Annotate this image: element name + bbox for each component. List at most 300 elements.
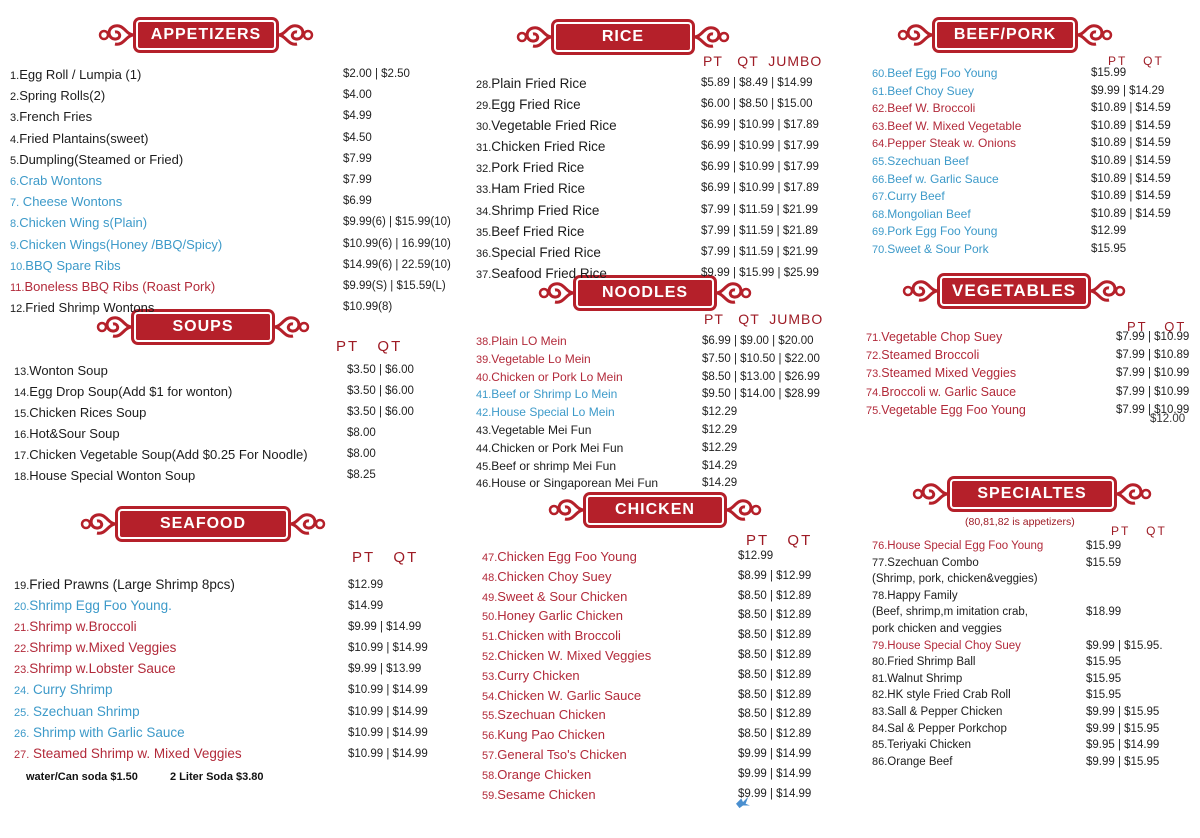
vegetables-list	[866, 329, 1190, 420]
specialties-subtitle: (80,81,82 is appetizers)	[965, 516, 1075, 528]
menu-item	[872, 671, 1192, 688]
item-number: 18.	[14, 471, 30, 484]
bird-logo-icon	[734, 795, 752, 809]
item-name: Shrimp Egg Foo Young.	[29, 598, 172, 614]
item-number: 42.	[476, 407, 492, 420]
item-number: 14.	[14, 387, 30, 400]
appetizers-title: APPETIZERS	[136, 20, 276, 50]
item-price: $10.89 | $14.59	[1091, 154, 1171, 167]
item-name: Shrimp Fried Rice	[491, 202, 600, 218]
item-price: $10.99 | $14.99	[348, 642, 428, 655]
item-name: House Special Lo Mein	[491, 405, 615, 420]
beefpork-banner	[897, 18, 1113, 52]
item-name: French Fries	[19, 109, 93, 125]
item-price: $9.99 | $14.99	[348, 621, 422, 634]
item-name: Beef w. Garlic Sauce	[887, 171, 999, 186]
item-name: Beef or shrimp Mei Fun	[491, 458, 617, 473]
item-name: Boneless BBQ Ribs (Roast Pork)	[24, 279, 216, 295]
item-name: House or Singaporean Mei Fun	[491, 476, 659, 491]
soups-size-header: PT QT	[336, 338, 403, 355]
item-name: Teriyaki Chicken	[887, 739, 972, 752]
item-price: $8.50 | $13.00 | $26.99	[702, 370, 820, 383]
item-number: 17.	[14, 450, 30, 463]
item-price: $8.25	[347, 469, 376, 482]
item-number: 69.	[872, 226, 888, 239]
item-name: House Special Choy Suey	[887, 639, 1021, 652]
item-number: 51.	[482, 631, 498, 644]
item-number: 52.	[482, 650, 498, 663]
item-price: $12.29	[702, 423, 738, 436]
item-name: Chicken W. Mixed Veggies	[497, 647, 652, 663]
menu-item	[10, 213, 451, 234]
two-liter-soda-price: 2 Liter Soda $3.80	[170, 771, 264, 783]
item-price: $9.99 | $15.95.	[1086, 639, 1163, 652]
item-name: Szechuan Combo	[887, 556, 979, 569]
rice-title: RICE	[554, 22, 692, 52]
item-price: $6.99 | $10.99 | $17.89	[701, 119, 819, 132]
menu-item	[482, 746, 812, 766]
item-number: 57.	[482, 749, 498, 762]
item-number: 77.	[872, 556, 888, 569]
chicken-title: CHICKEN	[586, 495, 724, 525]
menu-item	[866, 329, 1190, 347]
item-number: 26.	[14, 727, 30, 740]
cloud-scroll-icon	[98, 20, 136, 50]
item-number: 11.	[10, 282, 25, 295]
menu-item	[10, 298, 410, 319]
item-name: Kung Pao Chicken	[497, 727, 605, 743]
chicken-size-header: PT QT	[746, 532, 813, 549]
menu-item	[476, 222, 819, 243]
item-number: 80.	[872, 656, 888, 669]
item-number: 45.	[476, 460, 492, 473]
item-price: $9.99 | $14.99	[738, 767, 812, 780]
cloud-scroll-icon	[724, 495, 762, 525]
cloud-scroll-icon	[288, 509, 326, 539]
item-number: 21.	[14, 622, 30, 635]
item-name: House Special Egg Foo Young	[887, 540, 1044, 552]
appetizers-list	[10, 65, 451, 319]
item-price: $7.99 | $10.89	[1116, 349, 1190, 362]
menu-item	[872, 687, 1192, 704]
item-price: $9.99 | $15.95	[1086, 755, 1160, 768]
item-price: $10.99 | $14.99	[348, 747, 428, 760]
menu-item	[872, 188, 1192, 206]
menu-item	[872, 223, 1192, 241]
noodles-list	[476, 333, 820, 493]
item-name: Fried Shrimp Ball	[887, 656, 976, 669]
item-number: 12.	[10, 303, 26, 316]
item-price: $9.99 | $14.99	[738, 747, 812, 760]
menu-item	[872, 135, 1192, 153]
specialties-size-header: PT QT	[1111, 524, 1167, 538]
menu-item	[476, 369, 820, 387]
menu-item	[872, 65, 1192, 83]
menu-item	[872, 721, 1192, 738]
item-number: 67.	[872, 191, 888, 204]
item-name: Beef W. Mixed Vegetable	[887, 118, 1022, 133]
item-price: $15.99	[1086, 540, 1122, 552]
item-number: 43.	[476, 424, 492, 437]
menu-item	[10, 235, 451, 256]
item-name: pork chicken and veggies	[872, 622, 1002, 635]
item-number: 30.	[476, 121, 492, 134]
item-price: $10.99(8)	[343, 301, 393, 314]
rice-size-header: PT QT JUMBO	[703, 53, 823, 69]
menu-item	[476, 458, 816, 476]
menu-item	[866, 365, 1190, 383]
item-number: 33.	[476, 184, 492, 197]
item-name: Fried Prawns (Large Shrimp 8pcs)	[29, 577, 235, 592]
cloud-scroll-icon	[1114, 479, 1152, 509]
cloud-scroll-icon	[516, 22, 554, 52]
beefpork-title: BEEF/PORK	[935, 20, 1075, 50]
menu-item	[872, 571, 1192, 588]
menu-item	[14, 575, 424, 596]
menu-item	[476, 74, 816, 95]
menu-item	[14, 445, 414, 466]
cloud-scroll-icon	[548, 495, 586, 525]
menu-item	[476, 264, 819, 285]
menu-item	[482, 687, 812, 707]
item-price: $14.29	[702, 477, 738, 490]
item-name: (Beef, shrimp,m imitation crab,	[872, 606, 1028, 619]
item-price: $8.50 | $12.89	[738, 668, 812, 681]
item-number: 61.	[872, 85, 888, 98]
item-number: 58.	[482, 769, 498, 782]
chicken-banner	[548, 493, 762, 527]
item-name: Steamed Shrimp w. Mixed Veggies	[29, 745, 242, 761]
cloud-scroll-icon	[912, 479, 950, 509]
item-name: Chicken Vegetable Soup(Add $0.25 For Noodle)	[29, 447, 308, 463]
item-price: $2.00 | $2.50	[343, 68, 410, 80]
item-price: $7.99 | $10.99	[1116, 367, 1190, 380]
item-number: 27.	[14, 748, 30, 761]
item-name: Vegetable Chop Suey	[881, 330, 1003, 344]
menu-item	[872, 538, 1192, 555]
item-number: 41.	[476, 389, 492, 402]
item-number: 40.	[476, 371, 492, 384]
item-number: 22.	[14, 643, 30, 656]
item-name: Vegetable Lo Mein	[491, 351, 591, 366]
item-name: Fried Plantains(sweet)	[19, 130, 149, 146]
item-number: 53.	[482, 670, 498, 683]
item-price: $4.99	[343, 110, 372, 123]
item-name: Honey Garlic Chicken	[497, 608, 624, 624]
item-name: Vegetable Fried Rice	[491, 118, 617, 134]
menu-item	[10, 277, 446, 298]
menu-item	[872, 241, 1192, 259]
item-number: 82.	[872, 689, 888, 702]
item-price: $12.99	[738, 550, 774, 562]
item-price: $8.50 | $12.89	[738, 629, 812, 642]
seafood-size-header: PT QT	[352, 549, 419, 566]
menu-item	[872, 153, 1192, 171]
item-number: 68.	[872, 208, 888, 221]
item-name: Orange Beef	[887, 755, 953, 768]
item-price: $8.50 | $12.89	[738, 688, 812, 701]
item-name: Shrimp with Garlic Sauce	[29, 724, 185, 740]
item-number: 75.	[866, 404, 882, 417]
item-price: $10.99 | $14.99	[348, 684, 428, 697]
menu-item	[10, 86, 410, 107]
item-name: Chicken with Broccoli	[497, 628, 621, 644]
item-name: Chicken Wing s(Plain)	[19, 215, 148, 231]
item-number: 19.	[14, 580, 30, 592]
menu-item	[482, 706, 812, 726]
item-price: $4.00	[343, 89, 372, 102]
item-number: 74.	[866, 386, 882, 399]
item-price: $7.99 | $10.99	[1116, 403, 1190, 416]
menu-item	[482, 786, 812, 806]
menu-item	[476, 158, 819, 179]
item-number: 73.	[866, 368, 882, 381]
menu-item	[14, 382, 414, 403]
menu-item	[14, 659, 424, 680]
item-price: $8.50 | $12.89	[738, 589, 812, 602]
menu-item	[866, 402, 1190, 420]
item-price: $10.89 | $14.59	[1091, 207, 1171, 220]
item-price: $9.50 | $14.00 | $28.99	[702, 388, 820, 401]
item-number: 39.	[476, 353, 492, 366]
item-name: BBQ Spare Ribs	[25, 257, 121, 273]
item-number: 55.	[482, 710, 498, 723]
menu-item	[872, 704, 1192, 721]
item-name: Beef Choy Suey	[887, 83, 975, 98]
item-name: Chicken or Pork Mei Fun	[491, 440, 624, 455]
item-price: $9.95 | $14.99	[1086, 739, 1160, 752]
item-number: 60.	[872, 68, 888, 80]
item-price: $15.99	[1091, 67, 1127, 79]
item-name: Pork Egg Foo Young	[887, 224, 998, 239]
item-number: 35.	[476, 226, 492, 239]
item-name: (Shrimp, pork, chicken&veggies)	[872, 573, 1038, 586]
item-price: $6.00 | $8.50 | $15.00	[701, 98, 813, 111]
item-price: $6.99	[343, 195, 372, 208]
seafood-list	[14, 575, 428, 765]
menu-item	[476, 404, 816, 422]
item-price: $8.00	[347, 427, 376, 440]
item-number: 23.	[14, 664, 30, 677]
item-price: $12.99	[1091, 225, 1127, 238]
item-name: Shrimp w.Broccoli	[29, 619, 137, 635]
menu-item	[14, 466, 414, 487]
rice-list	[476, 74, 819, 285]
menu-item	[872, 83, 1192, 101]
menu-item	[866, 347, 1190, 365]
item-number: 37.	[476, 268, 492, 281]
menu-item	[482, 607, 812, 627]
item-price: $8.50 | $12.89	[738, 708, 812, 721]
menu-item	[14, 596, 424, 617]
item-number: 16.	[14, 429, 30, 442]
menu-item	[482, 568, 812, 588]
item-price: $15.59	[1086, 556, 1122, 569]
item-price: $12.29	[702, 441, 738, 454]
menu-item	[482, 588, 812, 608]
menu-item	[872, 555, 1192, 572]
menu-item	[14, 617, 424, 638]
item-number: 20.	[14, 601, 30, 614]
item-number: 46.	[476, 478, 492, 491]
item-price: $9.99 | $13.99	[348, 663, 422, 676]
menu-item	[476, 351, 820, 369]
menu-item	[872, 754, 1192, 771]
item-name: Beef or Shrimp Lo Mein	[491, 387, 618, 402]
menu-item	[10, 256, 451, 277]
item-number: 47.	[482, 552, 498, 564]
item-price: $9.99 | $14.99	[738, 787, 812, 800]
cloud-scroll-icon	[80, 509, 118, 539]
menu-item	[10, 65, 410, 86]
item-price: $15.95	[1091, 242, 1127, 255]
item-number: 5.	[10, 154, 20, 167]
item-name: Curry Chicken	[497, 667, 580, 683]
item-price: $14.29	[702, 459, 738, 472]
menu-item	[866, 384, 1190, 402]
menu-item	[476, 333, 816, 351]
menu-item	[872, 171, 1192, 189]
item-name: Special Fried Rice	[491, 244, 601, 260]
item-name: Sweet & Sour Chicken	[497, 588, 628, 604]
specialties-list	[872, 538, 1192, 770]
item-price: $3.50 | $6.00	[347, 364, 414, 376]
menu-item	[10, 192, 410, 213]
menu-item	[482, 627, 812, 647]
item-name: Plain Fried Rice	[491, 76, 587, 91]
item-number: 65.	[872, 155, 888, 168]
item-price: $14.99(6) | 22.59(10)	[343, 258, 451, 271]
item-name: Chicken or Pork Lo Mein	[491, 369, 623, 384]
item-price: $9.99 | $15.95	[1086, 705, 1160, 718]
item-number: 63.	[872, 120, 888, 133]
item-number: 3.	[10, 112, 20, 125]
item-number: 49.	[482, 591, 498, 604]
menu-item	[482, 667, 812, 687]
water-soda-price: water/Can soda $1.50	[26, 771, 138, 783]
menu-item	[872, 621, 1192, 638]
item-name: Pepper Steak w. Onions	[887, 136, 1017, 151]
cloud-scroll-icon	[1088, 276, 1126, 306]
item-number: 4.	[10, 133, 20, 146]
soups-list	[14, 361, 414, 488]
menu-item	[476, 137, 819, 158]
item-name: Vegetable Egg Foo Young	[881, 402, 1026, 417]
beefpork-size-header: PT QT	[1108, 54, 1164, 68]
menu-item	[476, 440, 816, 458]
chicken-list	[482, 548, 812, 805]
rice-banner	[516, 20, 730, 54]
item-name: Shrimp w.Mixed Veggies	[29, 640, 177, 656]
item-number: 50.	[482, 611, 498, 624]
item-name: General Tso's Chicken	[497, 746, 627, 762]
item-price: $9.99 | $14.29	[1091, 84, 1165, 97]
menu-item	[14, 680, 428, 701]
item-name: Szechuan Chicken	[497, 707, 606, 723]
item-name: Beef Egg Foo Young	[887, 66, 998, 80]
item-name: Wonton Soup	[29, 363, 108, 378]
menu-item	[10, 171, 410, 192]
menu-item	[14, 424, 414, 445]
item-price: $10.89 | $14.59	[1091, 102, 1171, 115]
item-name: Ham Fried Rice	[491, 181, 586, 197]
item-number: 70.	[872, 243, 888, 256]
item-number: 32.	[476, 163, 492, 176]
item-price: $12.99	[348, 579, 384, 591]
item-price: $9.99(S) | $15.59(L)	[343, 280, 446, 293]
item-name: Pork Fried Rice	[491, 160, 585, 176]
menu-item	[482, 647, 812, 667]
item-name: HK style Fried Crab Roll	[887, 689, 1011, 702]
item-number: 64.	[872, 138, 888, 151]
noodles-title: NOODLES	[576, 278, 714, 308]
menu-item	[476, 386, 820, 404]
item-price: $3.50 | $6.00	[347, 385, 414, 398]
item-price: $9.99 | $15.99 | $25.99	[701, 266, 819, 279]
cloud-scroll-icon	[692, 22, 730, 52]
item-number: 31.	[476, 142, 492, 155]
item-name: Vegetable Mei Fun	[491, 422, 592, 437]
item-number: 9.	[10, 239, 20, 252]
item-name: Chicken W. Garlic Sauce	[497, 687, 642, 703]
item-price: $15.95	[1086, 689, 1122, 702]
item-number: 56.	[482, 730, 498, 743]
item-number: 83.	[872, 705, 888, 718]
menu-item	[476, 201, 819, 222]
cloud-scroll-icon	[276, 20, 314, 50]
menu-item	[872, 638, 1192, 655]
item-name: Egg Drop Soup(Add $1 for wonton)	[29, 384, 233, 400]
item-number: 72.	[866, 350, 882, 363]
item-name: Chicken Rices Soup	[29, 405, 147, 421]
specialties-banner	[912, 477, 1152, 511]
item-number: 76.	[872, 540, 888, 552]
seafood-banner	[80, 507, 326, 541]
item-number: 66.	[872, 173, 888, 186]
item-number: 2.	[10, 91, 20, 104]
appetizers-banner	[98, 18, 314, 52]
item-price: $4.50	[343, 131, 372, 144]
item-name: Plain LO Mein	[491, 334, 567, 348]
item-name: Crab Wontons	[19, 173, 103, 189]
item-number: 84.	[872, 722, 888, 735]
item-number: 7.	[10, 197, 20, 210]
menu-item	[872, 118, 1192, 136]
menu-item	[476, 475, 816, 493]
menu-item	[10, 107, 410, 128]
item-price: $15.95	[1086, 656, 1122, 669]
menu-item	[476, 243, 819, 264]
item-name: Seafood Fried Rice	[491, 265, 607, 281]
item-price: $6.99 | $10.99 | $17.99	[701, 161, 819, 174]
item-price: $9.99 | $15.95	[1086, 722, 1160, 735]
item-number: 25.	[14, 706, 30, 719]
item-price: $18.99	[1086, 606, 1122, 619]
item-name: Curry Beef	[887, 189, 945, 204]
item-name: Mongolian Beef	[887, 206, 971, 221]
item-number: 36.	[476, 247, 492, 260]
item-name: Chicken Wings(Honey /BBQ/Spicy)	[19, 236, 223, 252]
menu-item	[14, 361, 414, 382]
menu-item	[482, 726, 812, 746]
item-number: 78.	[872, 589, 888, 602]
item-price: $10.89 | $14.59	[1091, 137, 1171, 150]
noodles-size-header: PT QT JUMBO	[704, 311, 824, 327]
item-name: Sall & Pepper Chicken	[887, 705, 1003, 718]
item-number: 44.	[476, 442, 492, 455]
vegetables-banner	[902, 274, 1126, 308]
item-price: $8.50 | $12.89	[738, 609, 812, 622]
